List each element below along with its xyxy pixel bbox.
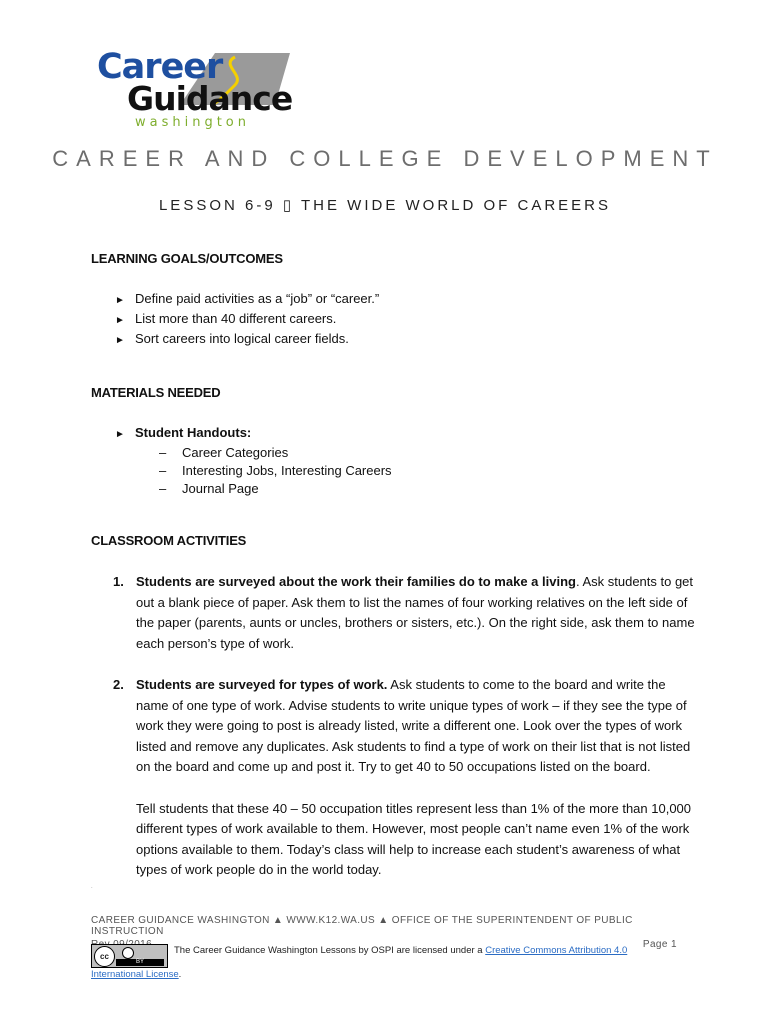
activity-item <box>91 675 696 881</box>
license-notice: cc BY The Career Guidance Washington Lessons by OSPI are licensed under a Creative Commons Attribution 4.0 International License. <box>91 945 628 980</box>
handout-item: – Career Categories <box>159 445 289 460</box>
activity-item <box>91 572 696 654</box>
document-title: CAREER AND COLLEGE DEVELOPMENT <box>52 146 718 171</box>
activities-heading: CLASSROOM ACTIVITIES <box>91 533 247 548</box>
materials-heading: MATERIALS NEEDED <box>91 385 221 400</box>
license-text: The Career Guidance Washington Lessons by OSPI are licensed under a <box>174 945 486 956</box>
logo-word-career: Career <box>97 47 223 87</box>
goal-item: ► List more than 40 different careers. <box>115 310 691 330</box>
page-number: Page 1 <box>642 939 677 950</box>
license-link[interactable]: Creative Commons Attribution 4.0 International License <box>91 945 628 980</box>
cc-by-badge-icon: cc BY <box>91 944 168 968</box>
materials-item <box>115 424 691 498</box>
goal-item: ► Sort careers into logical career fields. <box>115 330 691 350</box>
handout-item: – Journal Page <box>159 481 259 496</box>
activity-number: 1. <box>113 574 124 589</box>
career-guidance-logo <box>95 45 295 135</box>
lesson-content <box>91 250 695 881</box>
activity-text: Ask students to come to the board and write the name of one type of work. Advise students to write unique types of work – if they see the type of work they were going to post is already listed, write a different one. Look over the types of work listed and remove any duplicates. Ask students to find a type of work on their list that is not listed on the board and come up and post it. Try to get 40 to 50 occupations listed on the board. <box>136 677 691 774</box>
logo-word-washington: washington <box>135 115 251 130</box>
goals-heading: LEARNING GOALS/OUTCOMES <box>91 251 283 266</box>
lesson-title: LESSON 6-9 ▯ THE WIDE WORLD OF CAREERS <box>158 197 612 214</box>
bullet-icon: ► <box>115 295 125 306</box>
bullet-icon: ► <box>115 429 125 440</box>
handouts-list <box>159 444 691 498</box>
handouts-label: Student Handouts: <box>135 425 252 440</box>
footer-org-line: CAREER GUIDANCE WASHINGTON ▲ WWW.K12.WA.US ▲ OFFICE OF THE SUPERINTENDENT OF PUBLIC INSTRUCTION <box>91 915 633 937</box>
handout-item: – Interesting Jobs, Interesting Careers <box>159 463 392 478</box>
activity-text: . Ask students to get out a blank piece of paper. Ask them to list the names of four working relatives on the left side of the paper (parents, aunts or uncles, brothers or sisters, etc.). On the right side, ask them to name each person’s type of work. <box>136 574 695 651</box>
goals-list <box>115 290 691 350</box>
bullet-icon: ► <box>115 315 125 326</box>
activity-lead: Students are surveyed about the work their families do to make a living <box>136 574 576 589</box>
page-mark: . <box>91 884 93 890</box>
activity-number: 2. <box>113 677 124 692</box>
activity-lead: Students are surveyed for types of work. <box>136 677 388 692</box>
bullet-icon: ► <box>115 335 125 346</box>
logo-word-guidance: Guidance <box>127 79 293 118</box>
activities-list <box>91 572 695 881</box>
goal-item: ► Define paid activities as a “job” or “career.” <box>115 290 691 310</box>
activity-followup: Tell students that these 40 – 50 occupation titles represent less than 1% of the more than 10,000 different types of work available to them. However, most people can’t name even 1% of the work options available to them. Today’s class will help to increase each student’s awareness of what types of work people do in the world today. <box>136 800 692 877</box>
